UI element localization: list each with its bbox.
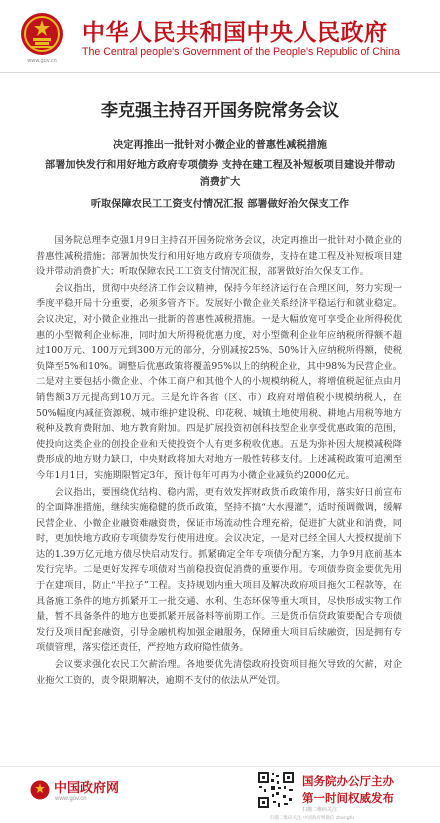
site-subtitle: The Central people's Government of the People's Republic of China [82,46,400,58]
national-emblem-icon [30,780,50,800]
article-paragraph: 会议要求强化农民工欠薪治理。各地要优先清偿政府投资项目拖欠导致的欠薪，对企业拖欠工资的，责令限期解决，逾期不支付的依法从严处罚。 [36,659,402,686]
footer-divider [0,766,440,767]
article-subhead: 部署加快发行和用好地方政府专项债券 支持在建工程及补短板项目建设并带动消费扩大 [45,159,395,188]
qr-code-icon [256,770,296,810]
article-paragraph: 会议指出，贯彻中央经济工作会议精神，保持今年经济运行在合理区间，努力实现一季度平稳开局十分重要，必须多管齐下。发展好小微企业关系经济平稳运行和就业稳定。会议决定，对小微企业推出一批新的普惠性减税措施。一是大幅放宽可享受企业所得税优惠的小型微利企业标准，同时加大所得税优惠力度，对小型微利企业年应纳税所得额不超过100万元、100万元到300万元的部分，分别减按25%、50%计入应纳税所得额，使税负降至5%和10%。调整后优惠政策将覆盖95%以上的纳税企业，其中98%为民营企业。二是对主要包括小微企业、个体工商户和其他个人的小规模纳税人，将增值税起征点由月销售额3万元提高到10万元。三是允许各省（区、市）政府对增值税小规模纳税人，在50%幅度内减征资源税、城市维护建设税、印花税、城镇土地使用税、耕地占用税等地方税种及教育费附加、地方教育附加。四是扩展投资初创科技型企业享受优惠政策的范围，使投向这类企业的创投企业和天使投资个人有更多税收优惠。五是为弥补因大规模减税降费形成的地方财力缺口，中央财政将加大对地方一般性转移支付。上述减税政策可追溯至今年1月1日，实施期限暂定3年，预计每年可再为小微企业减负约2000亿元。 [36,282,402,481]
header-divider [0,72,440,73]
article-paragraph: 国务院总理李克强1月9日主持召开国务院常务会议，决定再推出一批针对小微企业的普惠性减税措施；部署加快发行和用好地方政府专项债券，支持在建工程及补短板项目建设并带动消费扩大；听取保障农民工工资支付情况汇报，部署做好治欠保支工作。 [36,235,402,278]
footer-slogan: 第一时间权威发布 [302,791,394,805]
article-body [36,233,402,689]
emblem-caption: www.gov.cn [27,58,57,64]
footer-small-text: 扫描二维码关注 [302,807,338,813]
footer-site-name[interactable]: 中国政府网 [54,781,120,796]
article-headline: 李克强主持召开国务院常务会议 [101,101,339,121]
national-emblem-icon [20,12,64,56]
article-subhead: 听取保障农民工工资支付情况汇报 部署做好治欠保支工作 [90,198,350,210]
footer-office-line: 国务院办公厅主办 [302,774,394,788]
footer-site-url[interactable]: www.gov.cn [55,796,87,802]
footer-bottom-text: 扫描二维码关注 中国政府网微信 zhengfu [270,816,354,821]
site-title: 中华人民共和国中央人民政府 [82,20,388,46]
article-subhead: 决定再推出一批针对小微企业的普惠性减税措施 [113,139,327,151]
article-paragraph: 会议指出，要围绕优结构、稳内需，更有效发挥财政货币政策作用，落实好日前宣布的全面降准措施，继续实施稳健的货币政策，坚持不搞“大水漫灌”，适时预调微调，缓解民营企业、小微企业融资难融资贵，保证市场流动性合理充裕，促进扩大就业和消费，同时，更加快地方政府专项债券发行使用进度。会议决定，一是对已经全国人大授权提前下达的1.39万亿元地方债尽快启动发行。抓紧确定全年专项债分配方案，力争9月底前基本发行完毕。二是更好发挥专项债对当前稳投资促消费的重要作用。专项债券资金要优先用于在建项目，防止“半拉子”工程。支持规划内重大项目及解决政府项目拖欠工程款等，在具备施工条件的地方抓紧开工一批交通、水利、生态环保等重大项目，尽快形成实物工作量，暂不具备条件的地方也要抓紧开展备料等前期工作。三是货币信贷政策要配合专项债发行及项目配套融资，引导金融机构加强金融服务，保障重大项目后续融资，因是拥有专项债管理，落实偿还责任，严控地方政府隐性债务。 [36,486,402,654]
